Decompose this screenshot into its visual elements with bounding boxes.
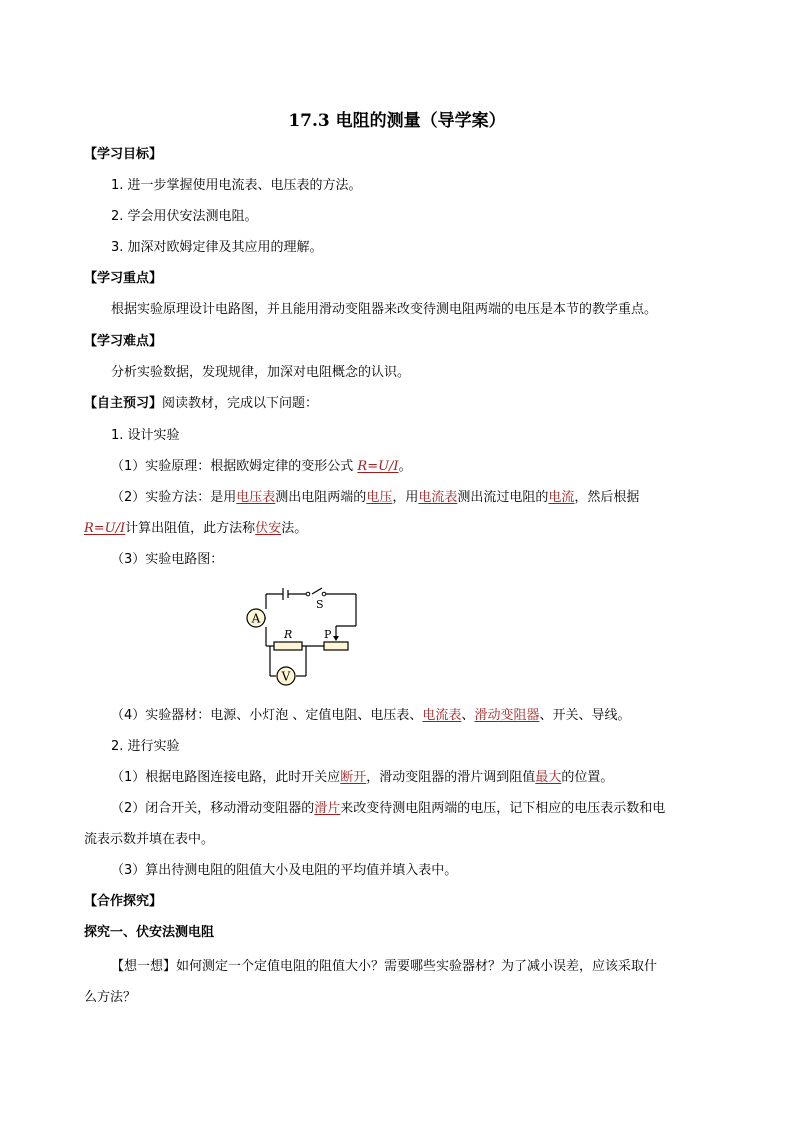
text-run: （2）闭合开关，移动滑动变阻器的 [111,801,315,816]
text-run: ，滑动变阻器的滑片调到阻值 [366,770,536,785]
page-title: 17.3 电阻的测量（导学案） [288,111,506,131]
think-line-1: 【想一想】如何测定一个定值电阻的阻值大小？需要哪些实验器材？为了减小误差，应该采取什 [111,959,658,974]
step2-line-1 [111,800,665,818]
step1-line [111,769,613,787]
circuit-heading: （3）实验电路图： [111,552,224,567]
text-run: 、开关、导线。 [539,708,631,723]
answer-blank: 电压 [366,490,393,505]
goal-item: 1. 进一步掌握使用电流表、电压表的方法。 [111,178,362,193]
answer-blank: 电压表 [236,490,276,505]
explore1-heading: 探究一、伏安法测电阻 [84,925,215,940]
coop-heading: 【合作探究】 [84,894,163,909]
difficulty-heading: 【学习难点】 [84,334,163,349]
switch-contact [306,592,310,596]
answer-blank: R=U/I [84,521,126,536]
text-run: （2）实验方法：是用 [111,490,237,505]
preview-line [84,395,318,413]
method-line-1 [111,489,639,507]
answer-blank: 电流表 [418,490,458,505]
key-text: 根据实验原理设计电路图，并且能用滑动变阻器来改变待测电阻两端的电压是本节的教学重点。 [111,302,658,317]
method-line-2 [84,520,307,538]
principle-suffix: 。 [398,459,412,474]
slider-arrow [333,636,339,641]
answer-blank: 最大 [535,770,562,785]
switch-label: S [316,598,324,611]
think-line-2: 么方法？ [84,990,137,1005]
step2-line-2: 流表示数并填在表中。 [84,832,215,847]
difficulty-text: 分析实验数据，发现规律，加深对电阻概念的认识。 [111,365,411,380]
preview-intro: 阅读教材，完成以下问题： [162,396,319,411]
answer-blank: R=U/I [357,459,399,474]
text-run: 、 [461,708,475,723]
text-run: 法。 [281,521,308,536]
text-run: （1）根据电路图连接电路，此时开关应 [111,770,341,785]
text-run: ，然后根据 [574,490,640,505]
goals-heading: 【学习目标】 [84,147,163,162]
slider-label: P [324,628,332,641]
text-run: 的位置。 [561,770,614,785]
goal-item: 3. 加深对欧姆定律及其应用的理解。 [111,240,323,255]
fixed-resistor [274,642,302,650]
answer-blank: 伏安 [255,521,282,536]
answer-blank: 滑动变阻器 [474,708,540,723]
voltmeter-label: V [281,669,291,684]
answer-blank: 电流表 [422,708,462,723]
equipment-line [111,707,630,725]
text-run: 测出电阻两端的 [275,490,367,505]
goal-item: 2. 学会用伏安法测电阻。 [111,209,258,224]
answer-blank: 断开 [340,770,367,785]
principle-line [111,458,412,476]
key-heading: 【学习重点】 [84,271,163,286]
preview-heading: 【自主预习】 [84,396,163,411]
answer-blank: 滑片 [314,801,341,816]
text-run: ，用 [392,490,419,505]
rheostat [324,642,348,650]
conduct-heading: 2. 进行实验 [111,739,180,754]
answer-blank: 电流 [548,490,575,505]
text-run: 计算出阻值，此方法称 [125,521,256,536]
ammeter-label: A [251,611,261,626]
circuit-diagram [236,578,366,690]
text-run: 来改变待测电阻两端的电压，记下相应的电压表示数和电 [340,801,666,816]
step3-line: （3）算出待测电阻的阻值大小及电阻的平均值并填入表中。 [111,863,458,878]
switch-blade [312,588,322,594]
design-heading: 1. 设计实验 [111,428,180,443]
text-run: 测出流过电阻的 [457,490,549,505]
switch-contact [322,592,326,596]
text-run: （4）实验器材：电源、小灯泡 、定值电阻、电压表、 [111,708,423,723]
principle-prefix: （1）实验原理：根据欧姆定律的变形公式 [111,459,358,474]
resistor-label: R [284,628,293,641]
